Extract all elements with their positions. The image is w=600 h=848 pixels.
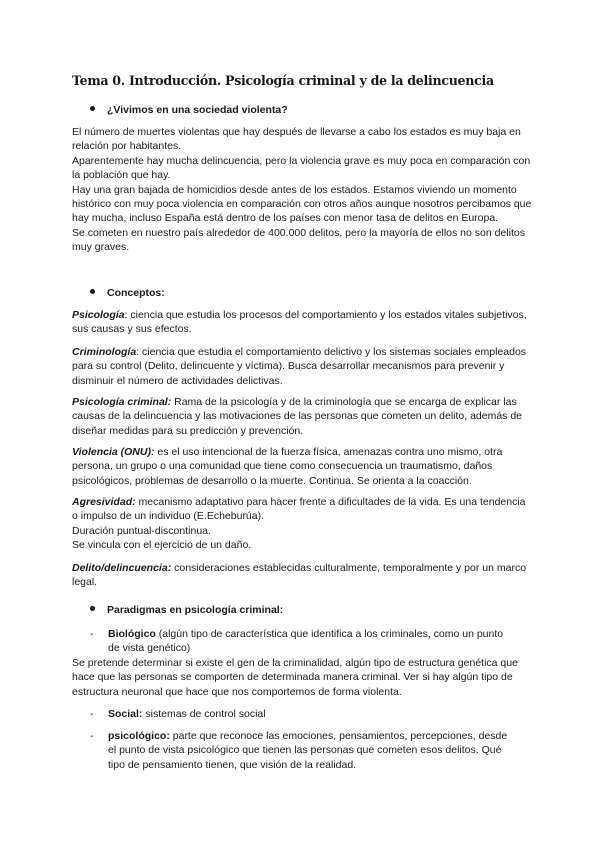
paradigm-item-biologico <box>90 627 510 656</box>
bullet-icon <box>90 606 95 611</box>
definition-violencia <box>72 445 534 488</box>
paragraph: Hay una gran bajada de homicidios desde antes de los estados. Estamos viviendo un momento histórico con muy poca violencia en comparación con otros años aunque nosotros percibamos que hay mucha, incluso España está dentro de los países con menor tasa de delitos en Europa. <box>72 183 532 225</box>
definition-psicologia-criminal <box>72 395 534 438</box>
definition-term: Delito/delincuencia: <box>72 562 172 574</box>
section-heading-violence: ¿Vivimos en una sociedad violenta? <box>90 103 288 117</box>
definition-extra: Se vincula con el ejercicio de un daño. <box>72 539 252 552</box>
section-heading-paradigms: Paradigmas en psicología criminal: <box>90 603 283 617</box>
paradigm-text: (algún tipo de característica que identifica a los criminales, como un punto de vista genético) <box>108 628 504 655</box>
bullet-icon <box>90 106 95 111</box>
definition-extra: Duración puntual-discontinua. <box>72 524 211 537</box>
definition-term: Criminología <box>72 346 137 358</box>
definition-text: ciencia que estudia los procesos del comportamiento y los estados vitales subjetivos, sus causas y sus efectos. <box>72 309 527 336</box>
paradigm-label: psicológico: <box>108 730 170 742</box>
paradigm-item-psicologico <box>90 729 510 772</box>
section-heading-concepts: Conceptos: <box>90 286 165 300</box>
definition-psicologia: Psicología: ciencia que estudia los procesos del comportamiento y los estados vitales subjetivos, sus causas y sus efectos. <box>72 309 527 336</box>
paragraph: Aparentemente hay mucha delincuencia, pero la violencia grave es muy poca en comparación con la población que hay. <box>72 154 531 182</box>
definition-term: Agresividad: <box>72 496 136 508</box>
bullet-icon <box>90 289 95 294</box>
definition-text: es el uso intencional de la fuerza física, amenazas contra uno mismo, otra persona, un grupo o una comunidad que tiene como consecuencia un traumatismo, daños psicológicos, problemas de desarrollo o la muerte. Continua. Se orienta a la coacción. <box>72 446 503 487</box>
violence-paragraphs <box>72 125 534 255</box>
paragraph: El número de muertes violentas que hay después de llevarse a cabo los estados es muy baja en relación por habitantes. <box>72 126 521 153</box>
definition-term: Psicología criminal: <box>72 396 172 408</box>
dash-marker: - <box>90 730 94 742</box>
paradigm-label: Biológico <box>108 628 156 640</box>
paradigm-item-social <box>90 707 510 721</box>
document-title: Tema 0. Introducción. Psicología criminal y de la delincuencia <box>72 73 494 88</box>
paradigm-label: Social: <box>108 708 143 720</box>
definition-text: consideraciones establecidas culturalmente, temporalmente y por un marco legal. <box>72 562 527 589</box>
definition-term: Violencia (ONU): <box>72 446 155 458</box>
definition-text: Rama de la psicología y de la criminología que se encarga de explicar las causas de la delincuencia y las motivaciones de las personas que cometen un delito, además de diseñar medidas para su predicción y prevención. <box>72 396 523 437</box>
dash-marker: - <box>90 628 94 640</box>
paradigm-text: sistemas de control social <box>142 708 266 720</box>
definition-delito <box>72 561 534 590</box>
definition-term: Psicología <box>72 309 125 321</box>
biological-note: Se pretende determinar si existe el gen de la criminalidad, algún tipo de estructura genética que hace que las personas se comporten de determinada manera criminal. Ver si hay algún tipo de estructura neuronal que hace que nos comportemos de forma violenta. <box>72 657 518 698</box>
paradigm-text: parte que reconoce las emociones, pensamientos, percepciones, desde el punto de vista psicológico que tienen las personas que cometen esos delitos. Qué tipo de pensamiento tienen, que visión de la realidad. <box>108 730 508 771</box>
definition-agresividad <box>72 495 534 553</box>
definition-text: mecanismo adaptativo para hacer frente a dificultades de la vida. Es una tendencia o impulso de un individuo (E.Echeburúa). <box>72 496 526 523</box>
definition-criminologia: Criminología: ciencia que estudia el comportamiento delictivo y los sistemas sociales empleados para su control (Delito, delincuente y víctima). Busca desarrollar mecanismos para prevenir y disminuir el número de actividades delictivas. <box>72 346 527 387</box>
paragraph: Se cometen en nuestro país alrededor de 400.000 delitos, pero la mayoría de ellos no son delitos muy graves. <box>72 226 525 254</box>
definition-text: ciencia que estudia el comportamiento delictivo y los sistemas sociales empleados para su control (Delito, delincuente y víctima). Busca desarrollar mecanismos para prevenir y disminuir el número de actividades delictivas. <box>72 346 527 387</box>
dash-marker: - <box>90 708 94 720</box>
